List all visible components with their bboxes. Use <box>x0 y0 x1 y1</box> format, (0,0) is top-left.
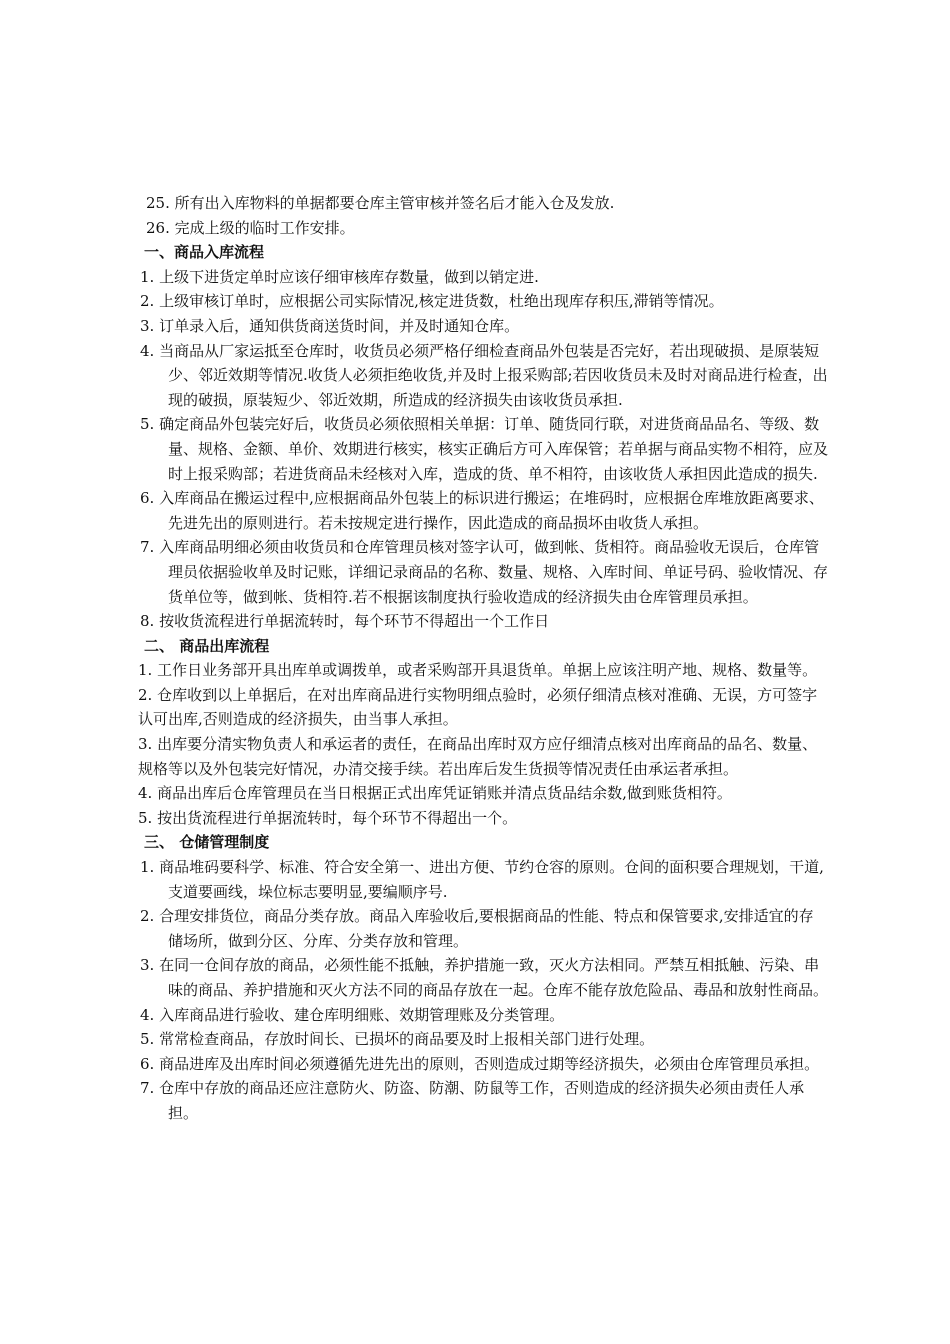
inbound-item-8: 8. 按收货流程进行单据流转时，每个环节不得超出一个工作日 <box>140 612 550 631</box>
storage-item-4: 4. 入库商品进行验收、建仓库明细账、效期管理账及分类管理。 <box>140 1005 565 1024</box>
inbound-item-5: 5. 确定商品外包装完好后，收货员必须依照相关单据：订单、随货同行联，对进货商品品名、等级、数量、规格、金额、单价、效期进行核实，核实正确后方可入库保管；若单据与商品实物不相符，应及时上报采购部；若进货商品未经核对入库，造成的货、单不相符，由该收货人承担因此造成的损失. <box>140 415 829 483</box>
storage-item-3: 3. 在同一仓间存放的商品，必须性能不抵触，养护措施一致，灭火方法相同。严禁互相抵触、污染、串味的商品、养护措施和灭火方法不同的商品存放在一起。仓库不能存放危险品、毒品和放射性商品。 <box>140 956 829 999</box>
outbound-item-2: 2. 仓库收到以上单据后，在对出库商品进行实物明细点验时，必须仔细清点核对准确、无误，方可签字认可出库,否则造成的经济损失，由当事人承担。 <box>138 685 818 729</box>
section-heading-outbound: 二、 商品出库流程 <box>144 636 270 655</box>
storage-item-1: 1. 商品堆码要科学、标准、符合安全第一、进出方便、节约仓容的原则。仓间的面积要合理规划，干道,支道要画线，垛位标志要明显,要编顺序号. <box>140 858 824 901</box>
inbound-item-7: 7. 入库商品明细必须由收货员和仓库管理员核对签字认可，做到帐、货相符。商品验收无误后，仓库管理员依据验收单及时记账，详细记录商品的名称、数量、规格、入库时间、单证号码、验收情况、存货单位等，做到帐、货相符.若不根据该制度执行验收造成的经济损失由仓库管理员承担。 <box>140 538 829 606</box>
storage-item-7: 7. 仓库中存放的商品还应注意防火、防盗、防潮、防鼠等工作，否则造成的经济损失必须由责任人承担。 <box>140 1079 805 1122</box>
storage-item-6: 6. 商品进库及出库时间必须遵循先进先出的原则，否则造成过期等经济损失，必须由仓库管理员承担。 <box>140 1054 820 1073</box>
outbound-item-4: 4. 商品出库后仓库管理员在当日根据正式出库凭证销账并清点货品结余数,做到账货相符。 <box>138 784 732 803</box>
section-heading-storage: 三、 仓储管理制度 <box>144 833 270 852</box>
inbound-item-2: 2. 上级审核订单时，应根据公司实际情况,核定进货数，杜绝出现库存积压,滞销等情况。 <box>140 292 724 311</box>
inbound-item-6: 6. 入库商品在搬运过程中,应根据商品外包装上的标识进行搬运；在堆码时，应根据仓库堆放距离要求、先进先出的原则进行。若未按规定进行操作，因此造成的商品损坏由收货人承担。 <box>140 489 824 532</box>
outbound-item-1: 1. 工作日业务部开具出库单或调拨单，或者采购部开具退货单。单据上应该注明产地、规格、数量等。 <box>138 661 818 680</box>
inbound-item-3: 3. 订单录入后，通知供货商送货时间，并及时通知仓库。 <box>140 316 520 335</box>
item-25: 25. 所有出入库物料的单据都要仓库主管审核并签名后才能入仓及发放. <box>146 194 615 212</box>
section-heading-inbound: 一、商品入库流程 <box>144 243 265 262</box>
item-26: 26. 完成上级的临时工作安排。 <box>146 218 355 237</box>
outbound-item-5: 5. 按出货流程进行单据流转时，每个环节不得超出一个。 <box>138 808 518 827</box>
inbound-item-1: 1. 上级下进货定单时应该仔细审核库存数量，做到以销定进. <box>140 267 539 286</box>
storage-item-2: 2. 合理安排货位，商品分类存放。商品入库验收后,要根据商品的性能、特点和保管要求,安排适宜的存储场所，做到分区、分库、分类存放和管理。 <box>140 907 814 950</box>
outbound-item-3: 3. 出库要分清实物负责人和承运者的责任，在商品出库时双方应仔细清点核对出库商品的品名、数量、规格等以及外包装完好情况，办清交接手续。若出库后发生货损等情况责任由承运者承担。 <box>138 735 818 778</box>
storage-item-5: 5. 常常检查商品，存放时间长、已损坏的商品要及时上报相关部门进行处理。 <box>140 1030 655 1049</box>
document-body <box>138 191 828 1126</box>
inbound-item-4: 4. 当商品从厂家运抵至仓库时，收货员必须严格仔细检查商品外包装是否完好，若出现破损、是原装短少、邻近效期等情况.收货人必须拒绝收货,并及时上报采购部;若因收货员未及时对商品进行检查，出现的破损，原装短少、邻近效期，所造成的经济损失由该收货员承担. <box>140 341 828 409</box>
